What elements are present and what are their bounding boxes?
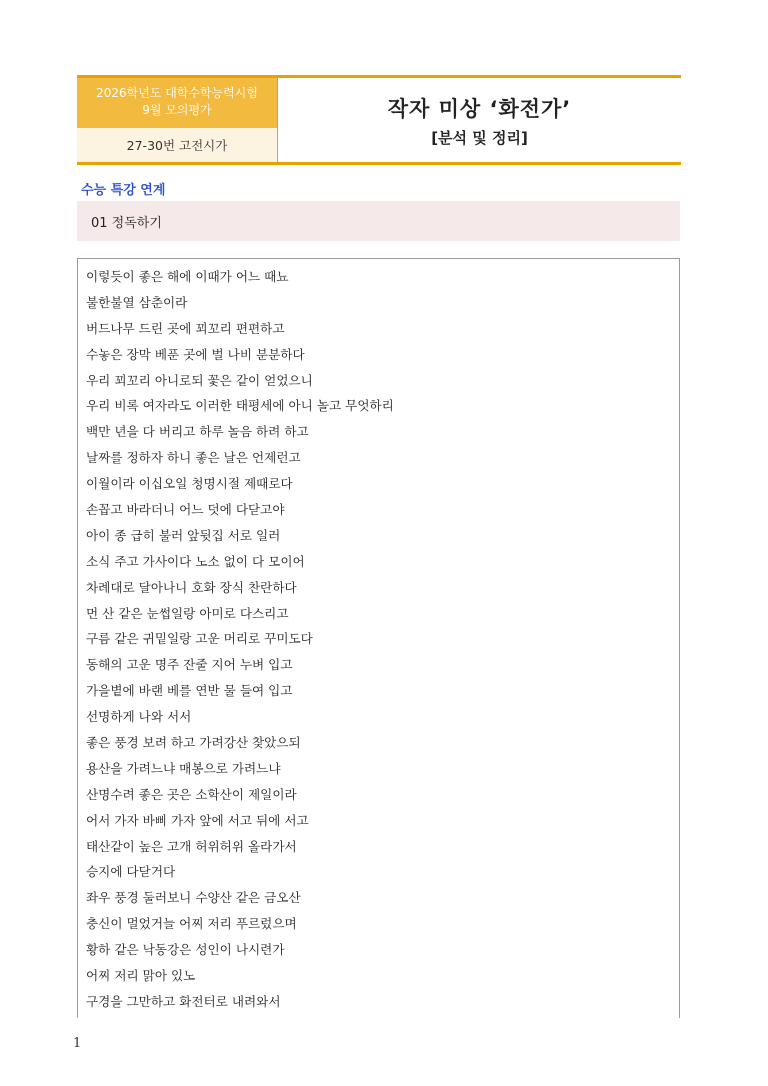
exam-year-label: 2026학년도 대학수학능력시험 [96,86,258,100]
poem-line: 산명수려 좋은 곳은 소학산이 제일이라 [86,786,297,802]
poem-line: 수놓은 장막 베푼 곳에 벌 나비 분분하다 [86,346,305,362]
poem-line: 어서 가자 바삐 가자 앞에 서고 뒤에 서고 [86,812,309,828]
poem-line: 구경을 그만하고 화전터로 내려와서 [86,993,281,1009]
poem-line: 좋은 풍경 보려 하고 가려강산 찾았으되 [86,735,301,751]
document-header [77,75,681,165]
exam-month-label: 9월 모의평가 [142,103,212,117]
poem-line: 황하 같은 낙동강은 성인이 나시련가 [86,942,285,958]
poem-line: 이렇듯이 좋은 해에 이때가 어느 때뇨 [86,269,289,284]
section-subheading: 01 정독하기 [77,201,680,241]
poem-text-box [77,258,680,1018]
poem-line: 우리 비록 여자라도 이러한 태평세에 아니 놀고 무엇하리 [86,398,394,414]
poem-line: 불한불열 삼춘이라 [86,294,188,310]
poem-line: 가을볕에 바랜 베를 연반 물 들여 입고 [86,683,293,699]
poem-line: 날짜를 정하자 하니 좋은 날은 언제런고 [86,450,301,466]
exam-info [77,78,277,126]
poem-line: 버드나무 드린 곳에 꾀꼬리 편편하고 [86,320,285,336]
document-subtitle: [분석 및 정리] [431,128,528,147]
poem-line: 먼 산 같은 눈썹일랑 아미로 다스리고 [86,605,289,621]
poem-line: 태산같이 높은 고개 허위허위 올라가서 [86,838,297,854]
title-block [278,78,681,162]
poem-line: 구름 같은 귀밑일랑 고운 머리로 꾸미도다 [86,631,313,647]
question-range: 27-30번 고전시가 [77,126,277,162]
poem-line: 어찌 저리 맑아 있노 [86,968,196,984]
poem-line: 용산을 가려느냐 매봉으로 가려느냐 [86,760,281,776]
poem-line: 손꼽고 바라더니 어느 덧에 다닫고야 [86,502,285,518]
poem-line: 소식 주고 가사이다 노소 없이 다 모이어 [86,553,305,569]
poem-line: 동해의 고운 명주 잔줄 지어 누벼 입고 [86,657,293,673]
poem-line: 우리 꾀꼬리 아니로되 꽃은 같이 얻었으니 [86,372,313,388]
document-title: 작자 미상 ‘화전가’ [387,96,572,121]
poem-line: 좌우 풍경 둘러보니 수양산 같은 금오산 [86,890,301,906]
poem-line: 선명하게 나와 서서 [86,709,192,725]
poem-line: 아이 종 급히 불러 앞뒷집 서로 일러 [86,527,281,543]
poem-line: 이월이라 이십오일 청명시절 제때로다 [86,476,293,492]
poem-line: 승지에 다닫거다 [86,864,176,880]
poem-line: 충신이 멀었거늘 어찌 저리 푸르렀으며 [86,916,297,932]
poem-line: 차례대로 달아나니 호화 장식 찬란하다 [86,579,297,595]
section-link-label: 수능 특강 연계 [81,183,166,198]
poem-line: 백만 년을 다 버리고 하루 놀음 하려 하고 [86,424,309,440]
page-number: 1 [73,1036,82,1051]
